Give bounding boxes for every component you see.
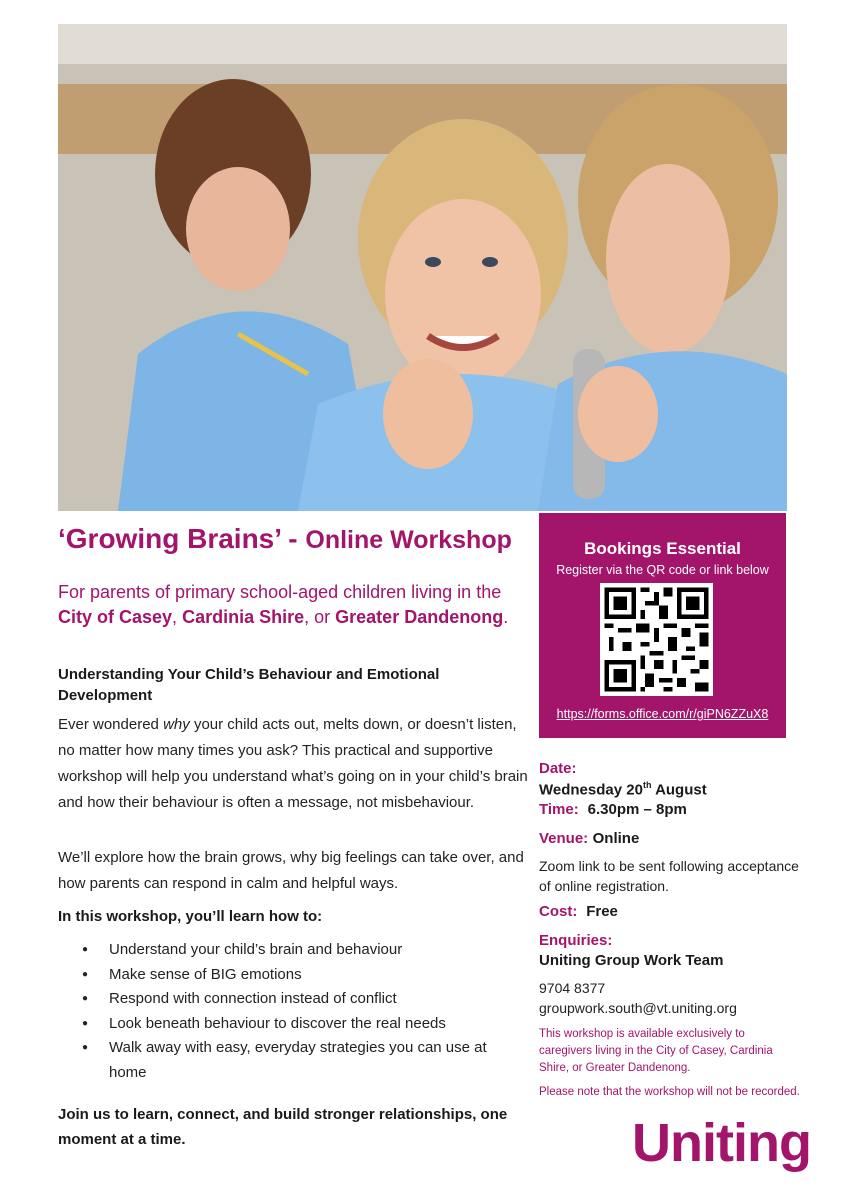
audience-area-cardinia: Cardinia Shire — [182, 607, 305, 627]
venue-value: Online — [592, 830, 640, 847]
audience-area-dandenong: Greater Dandenong — [335, 607, 504, 627]
hero-photo — [58, 24, 787, 511]
email-address[interactable]: groupwork.south@vt.uniting.org — [539, 1000, 737, 1016]
time-row — [539, 801, 687, 819]
page-title — [58, 523, 528, 555]
date-suffix: th — [642, 780, 652, 790]
date-value: Wednesday 20 — [539, 781, 643, 799]
enquiries-team: Uniting Group Work Team — [539, 952, 724, 969]
uniting-logo: Uniting — [632, 1113, 811, 1173]
date-label-row — [539, 760, 577, 778]
title-bold: ‘Growing Brains’ - — [58, 523, 298, 554]
list-item: ● Make sense of BIG emotions — [82, 963, 522, 988]
title-light: Online Workshop — [305, 526, 512, 554]
time-label: Time: — [539, 801, 579, 818]
intro-paragraph — [58, 712, 528, 816]
cost-value: Free — [586, 903, 618, 920]
date-value-row — [539, 780, 707, 799]
venue-row — [539, 830, 639, 848]
audience-separator: , — [172, 607, 178, 627]
list-item: ● Look beneath behaviour to discover the real needs — [82, 1012, 522, 1037]
audience-separator: , or — [304, 607, 331, 627]
eligibility-note: This workshop is available exclusively to caregivers living in the City of Casey, Cardinia Shire, or Greater Dandenong. — [539, 1028, 773, 1074]
booking-title: Bookings Essential — [584, 539, 741, 558]
time-value: 6.30pm – 8pm — [587, 801, 687, 818]
qr-code-icon — [600, 583, 713, 696]
zoom-note: Zoom link to be sent following acceptance of online registration. — [539, 858, 799, 894]
phone-number: 9704 8377 — [539, 980, 606, 996]
audience-statement — [58, 580, 528, 630]
booking-link[interactable]: https://forms.office.com/r/giPN6ZZuX8 — [556, 707, 769, 721]
section-heading: Understanding Your Child’s Behaviour and Emotional Development — [58, 666, 440, 704]
explore-paragraph: We’ll explore how the brain grows, why big feelings can take over, and how parents can respond in calm and helpful ways. — [58, 849, 524, 892]
booking-subtitle: Register via the QR code or link below — [556, 563, 769, 577]
enquiries-label-row — [539, 932, 612, 950]
intro-emphasis: why — [163, 716, 190, 733]
intro-text-before: Ever wondered — [58, 716, 159, 733]
venue-label: Venue: — [539, 830, 589, 847]
qr-code[interactable] — [600, 583, 713, 696]
enquiries-team-row — [539, 952, 723, 970]
audience-area-casey: City of Casey — [58, 607, 173, 627]
audience-end: . — [503, 607, 509, 627]
learn-heading: In this workshop, you’ll learn how to: — [58, 908, 323, 925]
children-classroom-illustration — [58, 24, 787, 511]
list-item: ● Understand your child’s brain and behaviour — [82, 938, 522, 963]
enquiries-label: Enquiries: — [539, 932, 613, 949]
date-label: Date: — [539, 760, 577, 777]
recording-note: Please note that the workshop will not be recorded. — [539, 1086, 800, 1098]
booking-panel — [539, 513, 786, 738]
list-item: ● Respond with connection instead of conflict — [82, 987, 522, 1012]
cost-row — [539, 903, 618, 921]
intro-text-after: your child acts out, melts down, or doesn’t listen, no matter how many times you ask? This practical and supportive workshop will help you understand what’s going on in your child’s brain and how their behaviour is often a message, not misbehaviour. — [58, 716, 528, 811]
list-item: ● Walk away with easy, everyday strategies you can use at home — [82, 1036, 522, 1085]
cost-label: Cost: — [539, 903, 578, 920]
audience-intro: For parents of primary school-aged children living in the — [58, 582, 502, 602]
learn-list — [82, 938, 522, 1085]
date-month: August — [651, 781, 707, 799]
closing-statement: Join us to learn, connect, and build stronger relationships, one moment at a time. — [58, 1106, 508, 1148]
